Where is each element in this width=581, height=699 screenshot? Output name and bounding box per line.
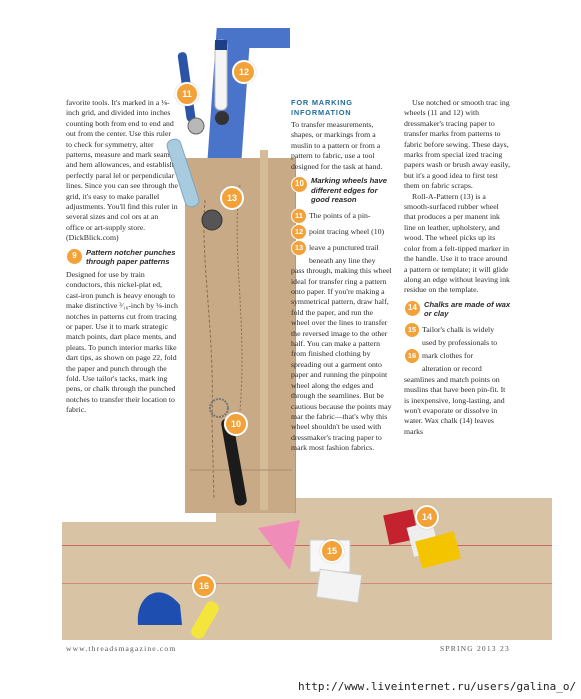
item-14-number: 14 <box>404 300 421 317</box>
column-3 <box>404 98 512 437</box>
item-9-number: 9 <box>66 248 83 265</box>
item-16-line <box>404 348 512 364</box>
body-line: leave a punctured trail <box>309 242 379 252</box>
item-10-heading <box>291 176 393 205</box>
body-line: point tracing wheel (10) <box>309 226 385 236</box>
item-14-heading <box>404 300 512 319</box>
traced-pattern-line-2 <box>237 185 242 430</box>
item-9-heading <box>66 248 178 267</box>
body-line: The points of a pin- <box>309 210 371 220</box>
item-13-line <box>291 240 393 256</box>
callout-14: 14 <box>415 505 439 529</box>
footer-issue: SPRING 2013 <box>440 644 497 653</box>
white-chalk-2-icon <box>316 569 361 603</box>
pink-chalk-icon <box>258 520 300 570</box>
traced-pattern-line <box>204 200 214 500</box>
callout-11: 11 <box>175 82 199 106</box>
item-13-number: 13 <box>291 240 307 256</box>
callout-13: 13 <box>220 186 244 210</box>
item-9-body: Designed for use by train conductors, this nickel-plat ed, cast-iron punch is heavy enough to make distinctive ³⁄₁₆-inch by ⅛-inch notches in patterns cut from tracing or paper. Use it to mark strategic match points, dart place ments, and pleats. To punch interior marks like dart tips, as shown on page 22, fold the paper and punch through the fold. Use tailor's tacks, mark ing pens, or chalk through the punched notches to transfer their location to fabric. <box>66 269 178 415</box>
body-line: alteration or record <box>422 364 482 374</box>
callout-12: 12 <box>232 60 256 84</box>
item-11-number: 11 <box>291 208 307 224</box>
col2-intro: To transfer measurements, shapes, or markings from a muslin to a pattern or from a pattern to fabric, use a tool designed for the task at hand. <box>291 120 383 171</box>
section-heading: FOR MARKING INFORMATION <box>291 98 353 117</box>
item-10-title: Marking wheels have different edges for good reason <box>311 176 387 205</box>
watermark-url: http://www.liveinternet.ru/users/galina_o/ <box>298 680 577 693</box>
item-16-number: 16 <box>404 348 420 364</box>
callout-15: 15 <box>320 539 344 563</box>
item-9-title: Pattern notcher punches through paper patterns <box>86 247 176 267</box>
item-14-title: Chalks are made of wax or clay <box>424 299 511 319</box>
smooth-wheel-icon <box>215 40 229 125</box>
item-12-number: 12 <box>291 224 307 240</box>
footer-page-number: 23 <box>500 644 510 653</box>
body-line: Tailor's chalk is widely <box>422 324 495 334</box>
col1-intro: favorite tools. It's marked in a ⅛-inch grid, and divided into inches counting both from end to end and out from the center. Use this ruler to check for symmetry, alter patterns, measure and mark seam and hem allowances, and establish perfectly paral lel or perpendicular lines. Since you can see through the grid, it's easy to make parallel adjustments. You'll find this ruler in several sizes and col ors at an office or art-supply store. (DickBlick.com) <box>66 98 178 243</box>
blue-chalk-wheel-icon <box>138 592 182 625</box>
body-line: mark clothes for <box>422 351 474 361</box>
column-1 <box>66 98 178 416</box>
item-12-line <box>291 224 393 240</box>
col3-paragraph-2: Roll-A-Pattern (13) is a smooth-surfaced rubber wheel that produces a per manent ink line on leather, upholstery, and wood. The wheel picks up its color from a felt-tipped marker in the handle. Use it to trace around a pattern or template; it will glide along an edge without leaving ink residue on the template. <box>404 191 510 295</box>
item-11-line <box>291 208 393 224</box>
yellow-chalk-pen-icon <box>189 599 221 641</box>
col3-paragraph-1: Use notched or smooth trac ing wheels (11 and 12) with dressmaker's tracing paper to transfer marks from patterns to fabric before sewing. These days, marks from special ized tracing papers wash or brush away easily, but it's a good idea to first test them on fabric scraps. <box>404 98 511 191</box>
item-15-number: 15 <box>404 322 420 338</box>
item-15-line <box>404 322 512 338</box>
body-line: used by professionals to <box>422 337 498 347</box>
column-2 <box>291 98 393 454</box>
callout-16: 16 <box>192 574 216 598</box>
col2-body: pass through, making this wheel ideal for transfer ring a pattern onto paper. If you're making a symmetrical pattern, draw half, fold the paper, and run the wheel over the lines to transfer the reversed image to the other half. You can make a pattern from finished clothing by spreading out a garment onto paper and running the pinpoint wheel along the edges and through the seamlines. But be cautious because the points may mar the fabric—that's why this wheel shouldn't be used with dressmaker's tracing paper to mark most fashion fabrics. <box>291 266 392 453</box>
footer-website: www.threadsmagazine.com <box>66 644 177 653</box>
col3-body: seamlines and match points on muslins that have been pin-fit. It is inexpensive, long-lasting, and won't evaporate or dissolve in water. Wax chalk (14) leaves marks <box>404 374 506 436</box>
callout-10: 10 <box>224 412 248 436</box>
item-10-number: 10 <box>291 176 308 193</box>
body-line: beneath any line they <box>309 255 376 265</box>
